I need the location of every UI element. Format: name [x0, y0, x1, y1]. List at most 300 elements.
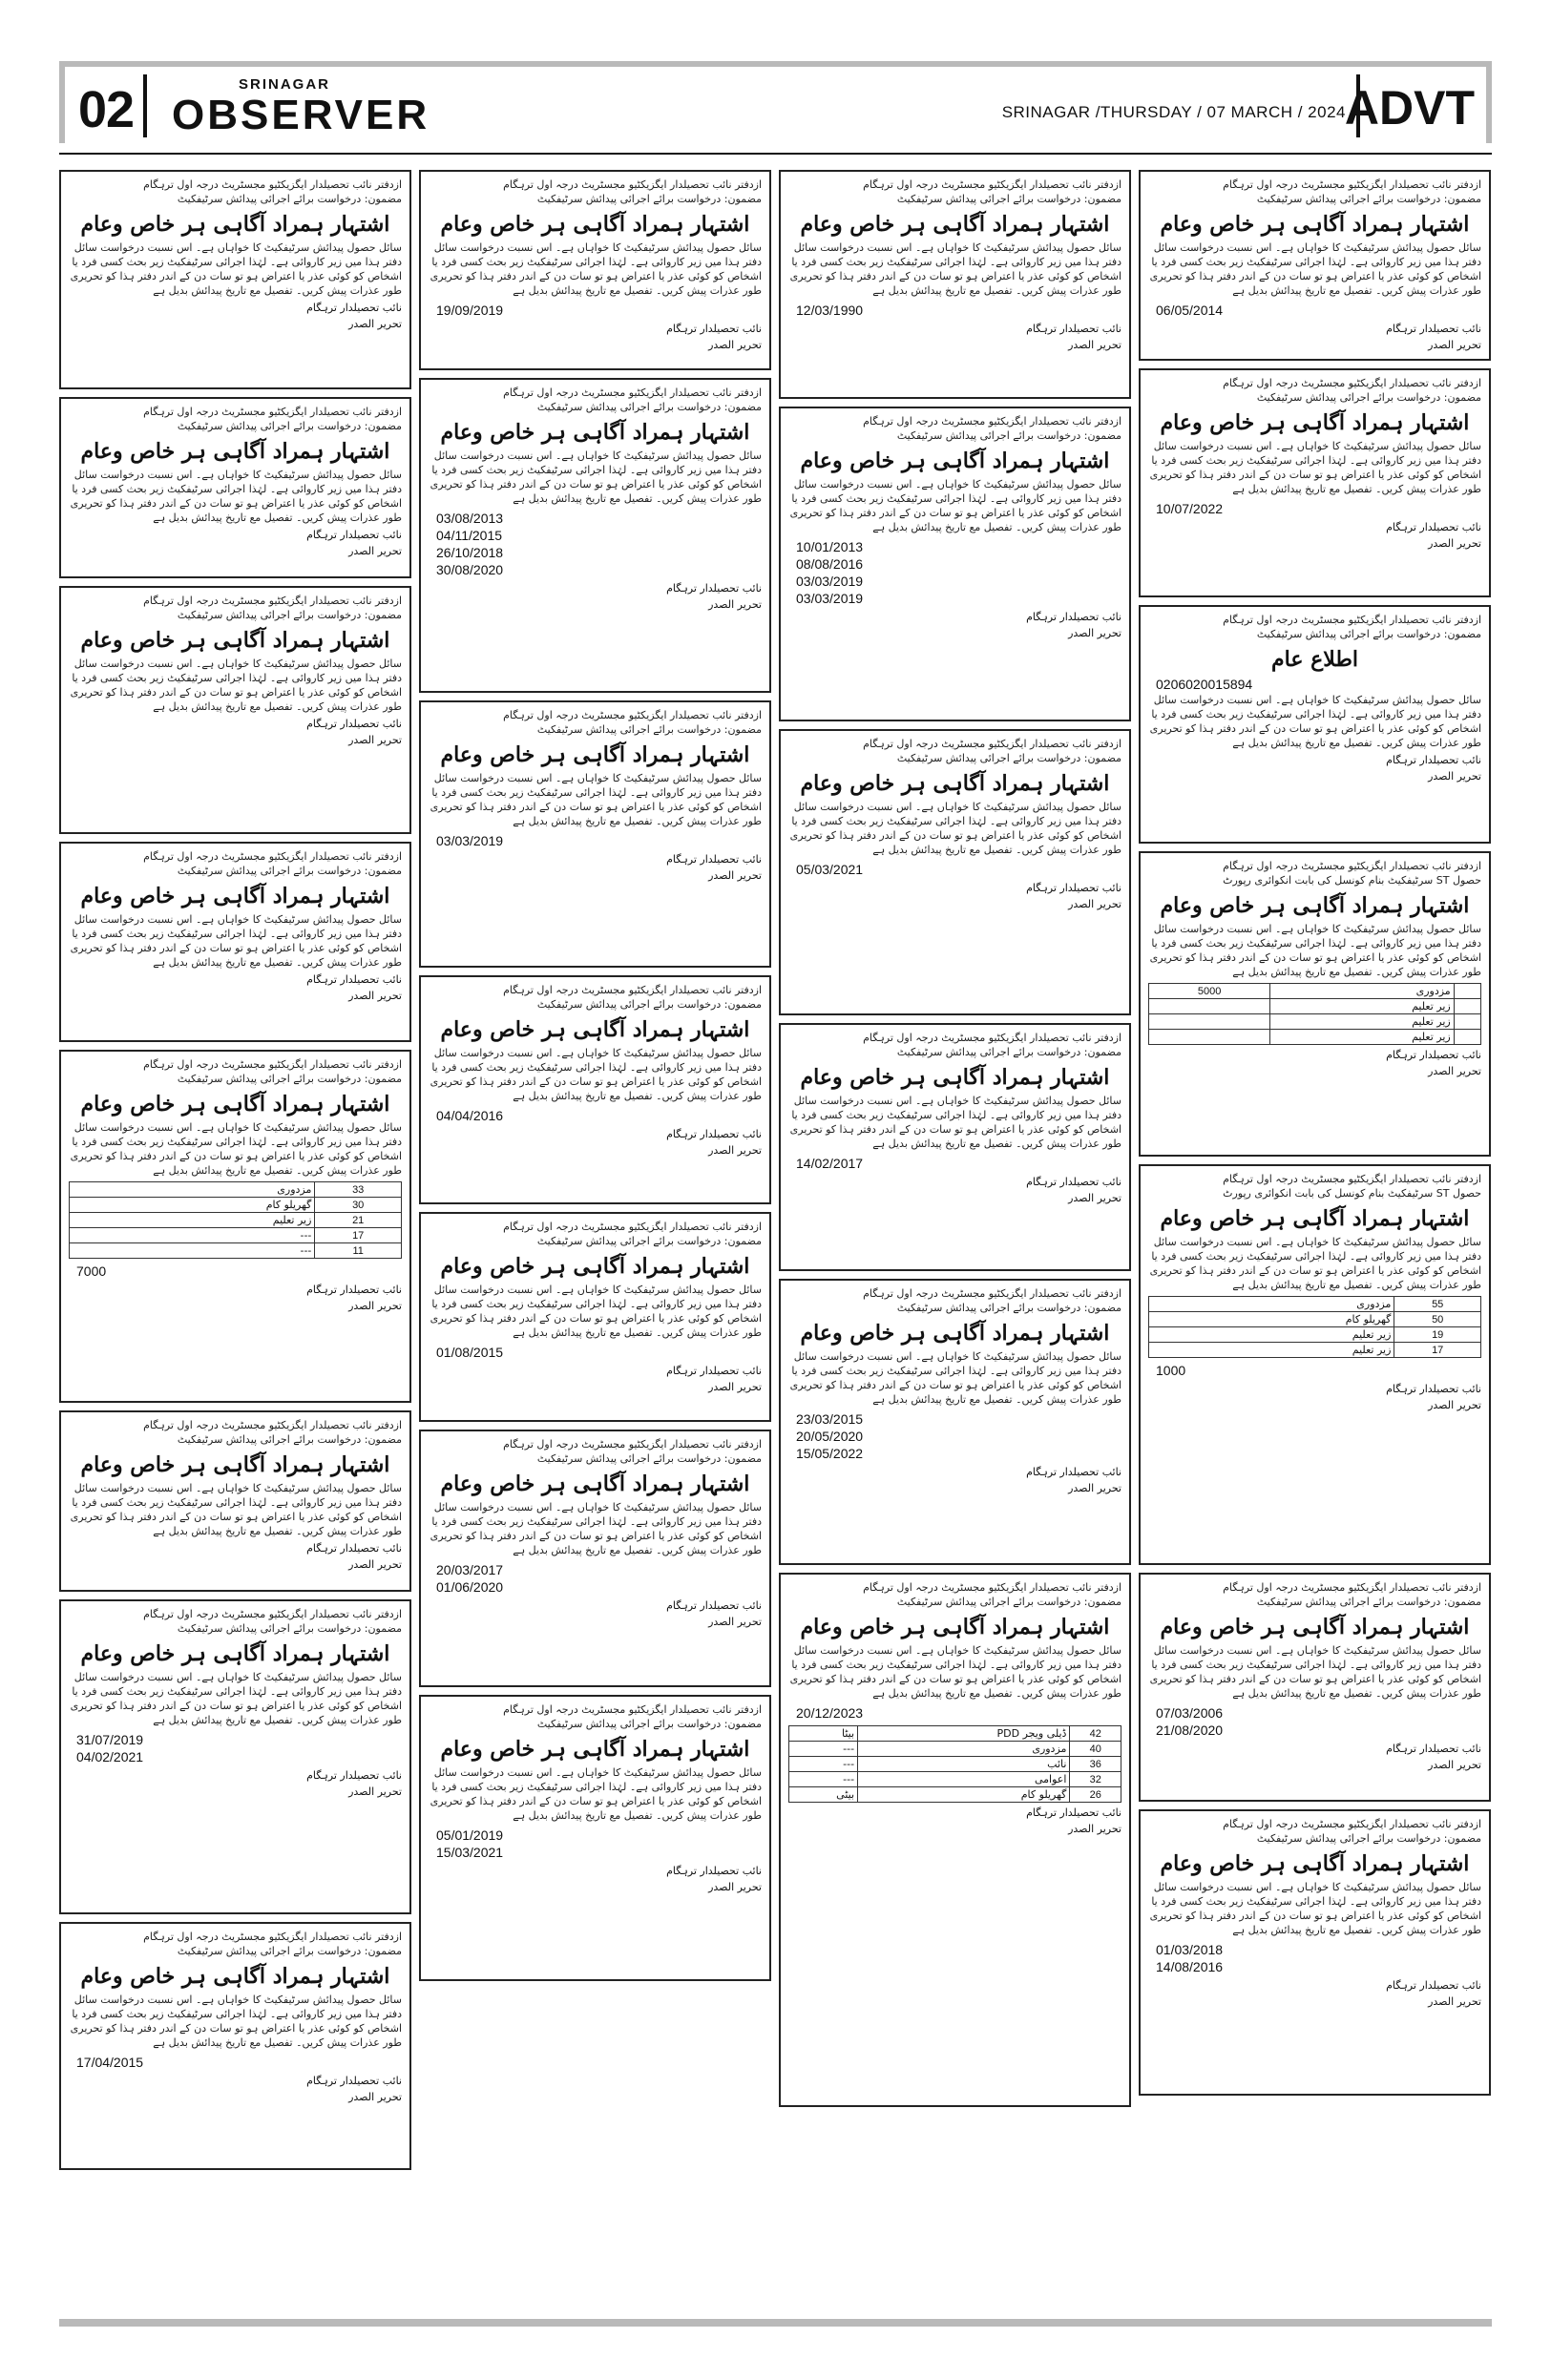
notice-box — [59, 397, 411, 578]
birth-date: 03/03/2019 — [796, 574, 864, 589]
notice-body: سائل حصول پیدائش سرٹیفکیٹ کا خواہاں ہے۔ اس نسبت درخواست سائل دفتر ہذا میں زیر کاروائی ہے۔ لہٰذا اجرائی سرٹیفکیٹ زیر بحث کسی فرد یا اشخاص کو کوئی عذر یا اعتراض ہو تو سات دن کے اندر دفتر ہذا کو تحریری طور عذرات پیش کریں۔ تفصیل مع تاریخ پیدائش بدیل ہے — [70, 1671, 402, 1726]
notice-tahreer: تحریر الصدر — [1068, 339, 1121, 351]
notice-heading: اشتہار ہمراد آگاہی ہر خاص وعام — [1160, 893, 1470, 918]
notice-office: ازدفتر نائب تحصیلدار ایگزیکٹیو مجسٹریٹ درجہ اول ترہگام — [503, 386, 762, 399]
notice-body: سائل حصول پیدائش سرٹیفکیٹ کا خواہاں ہے۔ اس نسبت درخواست سائل دفتر ہذا میں زیر کاروائی ہے۔ لہٰذا اجرائی سرٹیفکیٹ زیر بحث کسی فرد یا اشخاص کو کوئی عذر یا اعتراض ہو تو سات دن کے اندر دفتر ہذا کو تحریری طور عذرات پیش کریں۔ تفصیل مع تاریخ پیدائش بدیل ہے — [70, 1482, 402, 1537]
notice-signature: نائب تحصیلدار ترہگام — [306, 718, 402, 730]
notice-subject: مضمون: درخواست برائے اجرائی پیدائش سرٹیفکیٹ — [536, 1235, 762, 1247]
table-row — [789, 1742, 1121, 1757]
notice-office: ازدفتر نائب تحصیلدار ایگزیکٹیو مجسٹریٹ درجہ اول ترہگام — [143, 1058, 402, 1071]
notice-body: سائل حصول پیدائش سرٹیفکیٹ کا خواہاں ہے۔ اس نسبت درخواست سائل دفتر ہذا میں زیر کاروائی ہے۔ لہٰذا اجرائی سرٹیفکیٹ زیر بحث کسی فرد یا اشخاص کو کوئی عذر یا اعتراض ہو تو سات دن کے اندر دفتر ہذا کو تحریری طور عذرات پیش کریں۔ تفصیل مع تاریخ پیدائش بدیل ہے — [430, 1501, 762, 1556]
notice-tahreer: تحریر الصدر — [1428, 537, 1481, 550]
page-number: 02 — [78, 81, 135, 138]
notice-box — [419, 975, 771, 1204]
notice-signature: نائب تحصیلدار ترہگام — [1026, 1466, 1121, 1478]
table-cell: 19 — [1394, 1327, 1481, 1343]
notice-tahreer: تحریر الصدر — [1068, 1482, 1121, 1494]
table-cell: مزدوری — [858, 1742, 1070, 1757]
table-cell: 32 — [1070, 1772, 1121, 1787]
notice-number: 0206020015894 — [1156, 677, 1253, 692]
table-cell: 33 — [315, 1182, 402, 1198]
notice-heading: اشتہار ہمراد آگاہی ہر خاص وعام — [1160, 212, 1470, 237]
notice-tahreer: تحریر الصدر — [348, 1300, 402, 1312]
notice-subject: مضمون: درخواست برائے اجرائی پیدائش سرٹیفکیٹ — [896, 1302, 1121, 1314]
notice-subject: حصول ST سرٹیفکیٹ بنام کونسل کی بابت انکوائری رپورٹ — [1223, 874, 1481, 887]
birth-date: 05/03/2021 — [796, 862, 864, 877]
heir-table — [1148, 1296, 1481, 1358]
notice-body: سائل حصول پیدائش سرٹیفکیٹ کا خواہاں ہے۔ اس نسبت درخواست سائل دفتر ہذا میں زیر کاروائی ہے۔ لہٰذا اجرائی سرٹیفکیٹ زیر بحث کسی فرد یا اشخاص کو کوئی عذر یا اعتراض ہو تو سات دن کے اندر دفتر ہذا کو تحریری طور عذرات پیش کریں۔ تفصیل مع تاریخ پیدائش بدیل ہے — [1149, 1881, 1481, 1936]
notice-box — [1139, 851, 1491, 1157]
table-row — [70, 1228, 402, 1243]
notice-office: ازدفتر نائب تحصیلدار ایگزیکٹیو مجسٹریٹ درجہ اول ترہگام — [503, 178, 762, 191]
notice-dates — [1156, 302, 1481, 319]
birth-date: 31/07/2019 — [76, 1732, 144, 1747]
notice-dates — [1156, 1941, 1481, 1975]
notice-dates — [796, 861, 1121, 878]
notice-signature: نائب تحصیلدار ترہگام — [306, 1284, 402, 1296]
notice-heading: اشتہار ہمراد آگاہی ہر خاص وعام — [1160, 1851, 1470, 1876]
notice-tahreer: تحریر الصدر — [1068, 1192, 1121, 1204]
notice-body: سائل حصول پیدائش سرٹیفکیٹ کا خواہاں ہے۔ اس نسبت درخواست سائل دفتر ہذا میں زیر کاروائی ہے۔ لہٰذا اجرائی سرٹیفکیٹ زیر بحث کسی فرد یا اشخاص کو کوئی عذر یا اعتراض ہو تو سات دن کے اندر دفتر ہذا کو تحریری طور عذرات پیش کریں۔ تفصیل مع تاریخ پیدائش بدیل ہے — [789, 478, 1121, 533]
birth-date: 20/05/2020 — [796, 1429, 864, 1444]
notice-tahreer: تحریر الصدر — [708, 1616, 762, 1628]
table-cell: زیر تعلیم — [70, 1213, 315, 1228]
notice-office: ازدفتر نائب تحصیلدار ایگزیکٹیو مجسٹریٹ درجہ اول ترہگام — [143, 595, 402, 607]
masthead-divider — [143, 74, 147, 137]
masthead-rule — [59, 153, 1492, 155]
notice-signature: نائب تحصیلدار ترہگام — [1026, 611, 1121, 623]
birth-date: 20/03/2017 — [436, 1562, 504, 1577]
table-row — [70, 1243, 402, 1259]
notice-heading: اطلاع عام — [1271, 647, 1358, 672]
notice-dates — [796, 1155, 1121, 1172]
notice-subject: مضمون: درخواست برائے اجرائی پیدائش سرٹیفکیٹ — [177, 1945, 402, 1957]
notice-tahreer: تحریر الصدر — [1428, 1759, 1481, 1771]
notice-office: ازدفتر نائب تحصیلدار ایگزیکٹیو مجسٹریٹ درجہ اول ترہگام — [1223, 1173, 1481, 1185]
table-cell: --- — [789, 1772, 858, 1787]
table-row — [789, 1772, 1121, 1787]
birth-date: 14/08/2016 — [1156, 1959, 1224, 1974]
column-1 — [59, 170, 411, 2307]
notice-heading: اشتہار ہمراد آگاہی ہر خاص وعام — [80, 1641, 390, 1666]
notice-subject: مضمون: درخواست برائے اجرائی پیدائش سرٹیفکیٹ — [177, 1622, 402, 1635]
birth-date: 17/04/2015 — [76, 2055, 144, 2070]
notice-box — [419, 700, 771, 968]
table-cell: 17 — [315, 1228, 402, 1243]
notice-tahreer: تحریر الصدر — [708, 1881, 762, 1893]
table-row — [789, 1726, 1121, 1742]
notice-box — [59, 1410, 411, 1592]
notice-body: سائل حصول پیدائش سرٹیفکیٹ کا خواہاں ہے۔ اس نسبت درخواست سائل دفتر ہذا میں زیر کاروائی ہے۔ لہٰذا اجرائی سرٹیفکیٹ زیر بحث کسی فرد یا اشخاص کو کوئی عذر یا اعتراض ہو تو سات دن کے اندر دفتر ہذا کو تحریری طور عذرات پیش کریں۔ تفصیل مع تاریخ پیدائش بدیل ہے — [789, 801, 1121, 856]
birth-date: 15/05/2022 — [796, 1446, 864, 1461]
notice-tahreer: تحریر الصدر — [708, 339, 762, 351]
notice-office: ازدفتر نائب تحصیلدار ایگزیکٹیو مجسٹریٹ درجہ اول ترہگام — [503, 1438, 762, 1451]
notice-dates — [436, 832, 762, 849]
notice-subject: مضمون: درخواست برائے اجرائی پیدائش سرٹیفکیٹ — [536, 401, 762, 413]
birth-date: 03/03/2019 — [796, 591, 864, 606]
birth-date: 03/03/2019 — [436, 833, 504, 848]
table-row — [70, 1213, 402, 1228]
notice-subject: مضمون: درخواست برائے اجرائی پیدائش سرٹیفکیٹ — [536, 1452, 762, 1465]
notice-subject: مضمون: درخواست برائے اجرائی پیدائش سرٹیفکیٹ — [536, 193, 762, 205]
table-row — [70, 1182, 402, 1198]
notice-signature: نائب تحصیلدار ترہگام — [1026, 1806, 1121, 1819]
notice-office: ازدفتر نائب تحصیلدار ایگزیکٹیو مجسٹریٹ درجہ اول ترہگام — [143, 178, 402, 191]
notice-heading: اشتہار ہمراد آگاہی ہر خاص وعام — [1160, 1206, 1470, 1231]
table-cell: گھریلو کام — [858, 1787, 1070, 1803]
column-3 — [779, 170, 1131, 2307]
table-cell: --- — [70, 1228, 315, 1243]
notice-heading: اشتہار ہمراد آگاہی ہر خاص وعام — [440, 212, 750, 237]
notice-heading: اشتہار ہمراد آگاہی ہر خاص وعام — [800, 1065, 1110, 1090]
notice-box — [1139, 1809, 1491, 2096]
birth-date: 01/06/2020 — [436, 1579, 504, 1595]
notice-tahreer: تحریر الصدر — [1428, 1995, 1481, 2008]
notice-signature: نائب تحصیلدار ترہگام — [1386, 521, 1481, 533]
notice-dates — [436, 1344, 762, 1361]
table-cell: اعوامی — [858, 1772, 1070, 1787]
birth-date: 03/08/2013 — [436, 511, 504, 526]
notice-dates — [436, 302, 762, 319]
notice-subject: مضمون: درخواست برائے اجرائی پیدائش سرٹیفکیٹ — [536, 998, 762, 1011]
notice-body: سائل حصول پیدائش سرٹیفکیٹ کا خواہاں ہے۔ اس نسبت درخواست سائل دفتر ہذا میں زیر کاروائی ہے۔ لہٰذا اجرائی سرٹیفکیٹ زیر بحث کسی فرد یا اشخاص کو کوئی عذر یا اعتراض ہو تو سات دن کے اندر دفتر ہذا کو تحریری طور عذرات پیش کریں۔ تفصیل مع تاریخ پیدائش بدیل ہے — [430, 1047, 762, 1102]
dateline: SRINAGAR /THURSDAY / 07 MARCH / 2024 — [1001, 103, 1346, 121]
notice-box — [779, 1023, 1131, 1271]
notice-box — [1139, 170, 1491, 361]
notice-subject: مضمون: درخواست برائے اجرائی پیدائش سرٹیفکیٹ — [1256, 1832, 1481, 1845]
table-cell: زیر تعلیم — [1270, 1030, 1454, 1045]
notice-signature: نائب تحصیلدار ترہگام — [666, 1365, 762, 1377]
heir-table — [1148, 983, 1481, 1045]
notice-signature: نائب تحصیلدار ترہگام — [666, 1599, 762, 1612]
table-cell — [1454, 1014, 1480, 1030]
table-cell: 26 — [1070, 1787, 1121, 1803]
notice-box — [419, 1430, 771, 1687]
notice-office: ازدفتر نائب تحصیلدار ایگزیکٹیو مجسٹریٹ درجہ اول ترہگام — [143, 1608, 402, 1620]
notice-subject: مضمون: درخواست برائے اجرائی پیدائش سرٹیفکیٹ — [177, 1073, 402, 1085]
notice-office: ازدفتر نائب تحصیلدار ایگزیکٹیو مجسٹریٹ درجہ اول ترہگام — [1223, 1818, 1481, 1830]
table-cell: 30 — [315, 1198, 402, 1213]
table-cell: --- — [789, 1757, 858, 1772]
table-cell: 42 — [1070, 1726, 1121, 1742]
table-cell: زیر تعلیم — [1270, 999, 1454, 1014]
notice-signature: نائب تحصیلدار ترہگام — [1386, 754, 1481, 766]
table-row — [70, 1198, 402, 1213]
notice-tahreer: تحریر الصدر — [1428, 1065, 1481, 1077]
notice-box — [779, 1279, 1131, 1565]
brand-logo: OBSERVER — [172, 92, 430, 138]
birth-date: 05/01/2019 — [436, 1827, 504, 1843]
birth-date: 06/05/2014 — [1156, 303, 1224, 318]
notice-tahreer: تحریر الصدر — [348, 1558, 402, 1571]
notice-office: ازدفتر نائب تحصیلدار ایگزیکٹیو مجسٹریٹ درجہ اول ترہگام — [863, 415, 1121, 428]
heir-table — [69, 1181, 402, 1259]
notice-body: سائل حصول پیدائش سرٹیفکیٹ کا خواہاں ہے۔ اس نسبت درخواست سائل دفتر ہذا میں زیر کاروائی ہے۔ لہٰذا اجرائی سرٹیفکیٹ زیر بحث کسی فرد یا اشخاص کو کوئی عذر یا اعتراض ہو تو سات دن کے اندر دفتر ہذا کو تحریری طور عذرات پیش کریں۔ تفصیل مع تاریخ پیدائش بدیل ہے — [1149, 440, 1481, 495]
table-cell: بیٹی — [789, 1787, 858, 1803]
notice-box — [1139, 1573, 1491, 1802]
table-cell: زیر تعلیم — [1149, 1343, 1394, 1358]
notice-box — [59, 1599, 411, 1914]
table-cell: زیر تعلیم — [1270, 1014, 1454, 1030]
notice-subject: مضمون: درخواست برائے اجرائی پیدائش سرٹیفکیٹ — [177, 1433, 402, 1446]
notice-signature: نائب تحصیلدار ترہگام — [306, 529, 402, 541]
notice-amount: 7000 — [76, 1263, 107, 1279]
notice-box — [779, 1573, 1131, 2107]
notice-dates — [436, 510, 762, 578]
notice-inline-date: 20/12/2023 — [796, 1705, 864, 1721]
notice-body: سائل حصول پیدائش سرٹیفکیٹ کا خواہاں ہے۔ اس نسبت درخواست سائل دفتر ہذا میں زیر کاروائی ہے۔ لہٰذا اجرائی سرٹیفکیٹ زیر بحث کسی فرد یا اشخاص کو کوئی عذر یا اعتراض ہو تو سات دن کے اندر دفتر ہذا کو تحریری طور عذرات پیش کریں۔ تفصیل مع تاریخ پیدائش بدیل ہے — [430, 1766, 762, 1822]
notice-body: سائل حصول پیدائش سرٹیفکیٹ کا خواہاں ہے۔ اس نسبت درخواست سائل دفتر ہذا میں زیر کاروائی ہے۔ لہٰذا اجرائی سرٹیفکیٹ زیر بحث کسی فرد یا اشخاص کو کوئی عذر یا اعتراض ہو تو سات دن کے اندر دفتر ہذا کو تحریری طور عذرات پیش کریں۔ تفصیل مع تاریخ پیدائش بدیل ہے — [70, 241, 402, 297]
notice-tahreer: تحریر الصدر — [1068, 627, 1121, 639]
notice-body: سائل حصول پیدائش سرٹیفکیٹ کا خواہاں ہے۔ اس نسبت درخواست سائل دفتر ہذا میں زیر کاروائی ہے۔ لہٰذا اجرائی سرٹیفکیٹ زیر بحث کسی فرد یا اشخاص کو کوئی عذر یا اعتراض ہو تو سات دن کے اندر دفتر ہذا کو تحریری طور عذرات پیش کریں۔ تفصیل مع تاریخ پیدائش بدیل ہے — [430, 1284, 762, 1339]
table-cell — [1454, 1030, 1480, 1045]
notice-office: ازدفتر نائب تحصیلدار ایگزیکٹیو مجسٹریٹ درجہ اول ترہگام — [143, 1419, 402, 1431]
notice-box — [779, 729, 1131, 1015]
notice-subject: مضمون: درخواست برائے اجرائی پیدائش سرٹیفکیٹ — [896, 1046, 1121, 1058]
notice-tahreer: تحریر الصدر — [1428, 1399, 1481, 1411]
notice-office: ازدفتر نائب تحصیلدار ایگزیکٹیو مجسٹریٹ درجہ اول ترہگام — [143, 850, 402, 863]
notice-box — [419, 1695, 771, 1981]
table-cell — [1149, 1014, 1270, 1030]
table-row — [1149, 984, 1481, 999]
notice-body: سائل حصول پیدائش سرٹیفکیٹ کا خواہاں ہے۔ اس نسبت درخواست سائل دفتر ہذا میں زیر کاروائی ہے۔ لہٰذا اجرائی سرٹیفکیٹ زیر بحث کسی فرد یا اشخاص کو کوئی عذر یا اعتراض ہو تو سات دن کے اندر دفتر ہذا کو تحریری طور عذرات پیش کریں۔ تفصیل مع تاریخ پیدائش بدیل ہے — [1149, 694, 1481, 749]
notice-subject: حصول ST سرٹیفکیٹ بنام کونسل کی بابت انکوائری رپورٹ — [1223, 1187, 1481, 1200]
notice-box — [59, 586, 411, 834]
notice-body: سائل حصول پیدائش سرٹیفکیٹ کا خواہاں ہے۔ اس نسبت درخواست سائل دفتر ہذا میں زیر کاروائی ہے۔ لہٰذا اجرائی سرٹیفکیٹ زیر بحث کسی فرد یا اشخاص کو کوئی عذر یا اعتراض ہو تو سات دن کے اندر دفتر ہذا کو تحریری طور عذرات پیش کریں۔ تفصیل مع تاریخ پیدائش بدیل ہے — [430, 772, 762, 827]
table-cell: 36 — [1070, 1757, 1121, 1772]
notice-signature: نائب تحصیلدار ترہگام — [306, 302, 402, 314]
table-cell: گھریلو کام — [1149, 1312, 1394, 1327]
notice-office: ازدفتر نائب تحصیلدار ایگزیکٹیو مجسٹریٹ درجہ اول ترہگام — [863, 1581, 1121, 1594]
notice-subject: مضمون: درخواست برائے اجرائی پیدائش سرٹیفکیٹ — [536, 1718, 762, 1730]
notice-body: سائل حصول پیدائش سرٹیفکیٹ کا خواہاں ہے۔ اس نسبت درخواست سائل دفتر ہذا میں زیر کاروائی ہے۔ لہٰذا اجرائی سرٹیفکیٹ زیر بحث کسی فرد یا اشخاص کو کوئی عذر یا اعتراض ہو تو سات دن کے اندر دفتر ہذا کو تحریری طور عذرات پیش کریں۔ تفصیل مع تاریخ پیدائش بدیل ہے — [70, 469, 402, 524]
notice-office: ازدفتر نائب تحصیلدار ایگزیکٹیو مجسٹریٹ درجہ اول ترہگام — [143, 1931, 402, 1943]
notice-signature: نائب تحصیلدار ترہگام — [666, 853, 762, 866]
notice-tahreer: تحریر الصدر — [1068, 1823, 1121, 1835]
notice-office: ازدفتر نائب تحصیلدار ایگزیکٹیو مجسٹریٹ درجہ اول ترہگام — [863, 178, 1121, 191]
notice-heading: اشتہار ہمراد آگاہی ہر خاص وعام — [1160, 1615, 1470, 1639]
notice-office: ازدفتر نائب تحصیلدار ایگزیکٹیو مجسٹریٹ درجہ اول ترہگام — [1223, 1581, 1481, 1594]
table-cell: گھریلو کام — [70, 1198, 315, 1213]
notice-tahreer: تحریر الصدر — [348, 545, 402, 557]
table-row — [1149, 1297, 1481, 1312]
notice-box — [779, 407, 1131, 721]
notice-heading: اشتہار ہمراد آگاہی ہر خاص وعام — [800, 1615, 1110, 1639]
birth-date: 01/08/2015 — [436, 1345, 504, 1360]
table-cell: --- — [789, 1742, 858, 1757]
notice-signature: نائب تحصیلدار ترہگام — [1386, 1383, 1481, 1395]
table-row — [1149, 1312, 1481, 1327]
notice-subject: مضمون: درخواست برائے اجرائی پیدائش سرٹیفکیٹ — [896, 1596, 1121, 1608]
notice-dates — [796, 302, 1121, 319]
notice-office: ازدفتر نائب تحصیلدار ایگزیکٹیو مجسٹریٹ درجہ اول ترہگام — [503, 1703, 762, 1716]
birth-date: 23/03/2015 — [796, 1411, 864, 1427]
top-border — [59, 61, 1492, 67]
notice-subject: مضمون: درخواست برائے اجرائی پیدائش سرٹیفکیٹ — [1256, 1596, 1481, 1608]
notice-signature: نائب تحصیلدار ترہگام — [1386, 323, 1481, 335]
notice-office: ازدفتر نائب تحصیلدار ایگزیکٹیو مجسٹریٹ درجہ اول ترہگام — [1223, 178, 1481, 191]
notice-box — [59, 1922, 411, 2170]
notice-subject: مضمون: درخواست برائے اجرائی پیدائش سرٹیفکیٹ — [177, 609, 402, 621]
notice-heading: اشتہار ہمراد آگاہی ہر خاص وعام — [440, 420, 750, 445]
notice-office: ازدفتر نائب تحصیلدار ایگزیکٹیو مجسٹریٹ درجہ اول ترہگام — [503, 1221, 762, 1233]
notice-dates — [436, 1561, 762, 1596]
notice-subject: مضمون: درخواست برائے اجرائی پیدائش سرٹیفکیٹ — [536, 723, 762, 736]
notice-amount: 1000 — [1156, 1363, 1186, 1378]
notice-office: ازدفتر نائب تحصیلدار ایگزیکٹیو مجسٹریٹ درجہ اول ترہگام — [1223, 860, 1481, 872]
notice-tahreer: تحریر الصدر — [348, 990, 402, 1002]
notice-box — [59, 170, 411, 389]
table-cell: 17 — [1394, 1343, 1481, 1358]
birth-date: 04/11/2015 — [436, 528, 503, 543]
notice-heading: اشتہار ہمراد آگاہی ہر خاص وعام — [800, 1321, 1110, 1346]
notice-dates — [436, 1107, 762, 1124]
notice-signature: نائب تحصیلدار ترہگام — [1386, 1049, 1481, 1061]
notice-body: سائل حصول پیدائش سرٹیفکیٹ کا خواہاں ہے۔ اس نسبت درخواست سائل دفتر ہذا میں زیر کاروائی ہے۔ لہٰذا اجرائی سرٹیفکیٹ زیر بحث کسی فرد یا اشخاص کو کوئی عذر یا اعتراض ہو تو سات دن کے اندر دفتر ہذا کو تحریری طور عذرات پیش کریں۔ تفصیل مع تاریخ پیدائش بدیل ہے — [70, 1994, 402, 2049]
notices-grid — [59, 170, 1491, 2307]
notice-tahreer: تحریر الصدر — [348, 1785, 402, 1798]
notice-signature: نائب تحصیلدار ترہگام — [306, 2075, 402, 2087]
notice-body: سائل حصول پیدائش سرٹیفکیٹ کا خواہاں ہے۔ اس نسبت درخواست سائل دفتر ہذا میں زیر کاروائی ہے۔ لہٰذا اجرائی سرٹیفکیٹ زیر بحث کسی فرد یا اشخاص کو کوئی عذر یا اعتراض ہو تو سات دن کے اندر دفتر ہذا کو تحریری طور عذرات پیش کریں۔ تفصیل مع تاریخ پیدائش بدیل ہے — [430, 449, 762, 505]
birth-date: 04/04/2016 — [436, 1108, 504, 1123]
notice-heading: اشتہار ہمراد آگاہی ہر خاص وعام — [800, 212, 1110, 237]
column-4 — [1139, 170, 1491, 2307]
notice-signature: نائب تحصیلدار ترہگام — [1386, 1743, 1481, 1755]
notice-heading: اشتہار ہمراد آگاہی ہر خاص وعام — [80, 1964, 390, 1989]
notice-tahreer: تحریر الصدر — [1428, 339, 1481, 351]
notice-heading: اشتہار ہمراد آگاہی ہر خاص وعام — [440, 1737, 750, 1762]
notice-dates — [436, 1827, 762, 1861]
notice-heading: اشتہار ہمراد آگاہی ہر خاص وعام — [80, 1452, 390, 1477]
column-2 — [419, 170, 771, 2307]
notice-dates — [796, 1410, 1121, 1462]
notice-subject: مضمون: درخواست برائے اجرائی پیدائش سرٹیفکیٹ — [896, 429, 1121, 442]
notice-heading: اشتہار ہمراد آگاہی ہر خاص وعام — [800, 771, 1110, 796]
birth-date: 10/07/2022 — [1156, 501, 1224, 516]
notice-heading: اشتہار ہمراد آگاہی ہر خاص وعام — [440, 1017, 750, 1042]
notice-box — [59, 1050, 411, 1403]
notice-office: ازدفتر نائب تحصیلدار ایگزیکٹیو مجسٹریٹ درجہ اول ترہگام — [1223, 614, 1481, 626]
table-cell — [1149, 999, 1270, 1014]
notice-office: ازدفتر نائب تحصیلدار ایگزیکٹیو مجسٹریٹ درجہ اول ترہگام — [503, 984, 762, 996]
notice-subject: مضمون: درخواست برائے اجرائی پیدائش سرٹیفکیٹ — [177, 420, 402, 432]
notice-tahreer: تحریر الصدر — [1428, 770, 1481, 783]
notice-signature: نائب تحصیلدار ترہگام — [666, 582, 762, 595]
notice-subject: مضمون: درخواست برائے اجرائی پیدائش سرٹیفکیٹ — [896, 193, 1121, 205]
notice-signature: نائب تحصیلدار ترہگام — [1386, 1979, 1481, 1992]
table-cell: نائب — [858, 1757, 1070, 1772]
notice-dates — [1156, 1704, 1481, 1739]
notice-heading: اشتہار ہمراد آگاہی ہر خاص وعام — [440, 1254, 750, 1279]
notice-body: سائل حصول پیدائش سرٹیفکیٹ کا خواہاں ہے۔ اس نسبت درخواست سائل دفتر ہذا میں زیر کاروائی ہے۔ لہٰذا اجرائی سرٹیفکیٹ زیر بحث کسی فرد یا اشخاص کو کوئی عذر یا اعتراض ہو تو سات دن کے اندر دفتر ہذا کو تحریری طور عذرات پیش کریں۔ تفصیل مع تاریخ پیدائش بدیل ہے — [1149, 1236, 1481, 1291]
table-row — [1149, 1327, 1481, 1343]
section-label: ADVT — [1344, 81, 1475, 135]
notice-signature: نائب تحصیلدار ترہگام — [306, 1769, 402, 1782]
table-cell: --- — [70, 1243, 315, 1259]
bottom-border — [59, 2319, 1492, 2327]
notice-office: ازدفتر نائب تحصیلدار ایگزیکٹیو مجسٹریٹ درجہ اول ترہگام — [863, 1032, 1121, 1044]
notice-heading: اشتہار ہمراد آگاہی ہر خاص وعام — [440, 742, 750, 767]
birth-date: 07/03/2006 — [1156, 1705, 1224, 1721]
notice-box — [59, 842, 411, 1042]
notice-subject: مضمون: درخواست برائے اجرائی پیدائش سرٹیفکیٹ — [896, 752, 1121, 764]
table-cell: بیٹا — [789, 1726, 858, 1742]
table-cell — [1149, 1030, 1270, 1045]
notice-heading: اشتہار ہمراد آگاہی ہر خاص وعام — [800, 449, 1110, 473]
notice-signature: نائب تحصیلدار ترہگام — [666, 1865, 762, 1877]
notice-box — [1139, 1164, 1491, 1565]
notice-signature: نائب تحصیلدار ترہگام — [306, 1542, 402, 1555]
notice-box — [419, 170, 771, 370]
birth-date: 30/08/2020 — [436, 562, 504, 577]
notice-heading: اشتہار ہمراد آگاہی ہر خاص وعام — [1160, 410, 1470, 435]
table-cell: 55 — [1394, 1297, 1481, 1312]
table-cell — [1454, 984, 1480, 999]
table-cell: مزدوری — [1270, 984, 1454, 999]
notice-signature: نائب تحصیلدار ترہگام — [1026, 882, 1121, 894]
notice-box — [419, 1212, 771, 1422]
notice-box — [779, 170, 1131, 399]
birth-date: 15/03/2021 — [436, 1845, 504, 1860]
table-cell — [1454, 999, 1480, 1014]
notice-tahreer: تحریر الصدر — [1068, 898, 1121, 910]
notice-subject: مضمون: درخواست برائے اجرائی پیدائش سرٹیفکیٹ — [177, 193, 402, 205]
notice-body: سائل حصول پیدائش سرٹیفکیٹ کا خواہاں ہے۔ اس نسبت درخواست سائل دفتر ہذا میں زیر کاروائی ہے۔ لہٰذا اجرائی سرٹیفکیٹ زیر بحث کسی فرد یا اشخاص کو کوئی عذر یا اعتراض ہو تو سات دن کے اندر دفتر ہذا کو تحریری طور عذرات پیش کریں۔ تفصیل مع تاریخ پیدائش بدیل ہے — [1149, 241, 1481, 297]
notice-body: سائل حصول پیدائش سرٹیفکیٹ کا خواہاں ہے۔ اس نسبت درخواست سائل دفتر ہذا میں زیر کاروائی ہے۔ لہٰذا اجرائی سرٹیفکیٹ زیر بحث کسی فرد یا اشخاص کو کوئی عذر یا اعتراض ہو تو سات دن کے اندر دفتر ہذا کو تحریری طور عذرات پیش کریں۔ تفصیل مع تاریخ پیدائش بدیل ہے — [1149, 1644, 1481, 1700]
right-border — [1486, 61, 1492, 143]
notice-tahreer: تحریر الصدر — [708, 1144, 762, 1157]
table-row — [789, 1787, 1121, 1803]
table-row — [1149, 1030, 1481, 1045]
birth-date: 08/08/2016 — [796, 556, 864, 572]
birth-date: 10/01/2013 — [796, 539, 864, 554]
notice-body: سائل حصول پیدائش سرٹیفکیٹ کا خواہاں ہے۔ اس نسبت درخواست سائل دفتر ہذا میں زیر کاروائی ہے۔ لہٰذا اجرائی سرٹیفکیٹ زیر بحث کسی فرد یا اشخاص کو کوئی عذر یا اعتراض ہو تو سات دن کے اندر دفتر ہذا کو تحریری طور عذرات پیش کریں۔ تفصیل مع تاریخ پیدائش بدیل ہے — [70, 658, 402, 713]
table-cell: ڈیلی ویجر PDD — [858, 1726, 1070, 1742]
brand-city: SRINAGAR — [239, 76, 331, 93]
notice-tahreer: تحریر الصدر — [348, 734, 402, 746]
notice-heading: اشتہار ہمراد آگاہی ہر خاص وعام — [80, 628, 390, 653]
notice-subject: مضمون: درخواست برائے اجرائی پیدائش سرٹیفکیٹ — [1256, 391, 1481, 404]
notice-heading: اشتہار ہمراد آگاہی ہر خاص وعام — [80, 212, 390, 237]
notice-heading: اشتہار ہمراد آگاہی ہر خاص وعام — [80, 1092, 390, 1117]
notice-office: ازدفتر نائب تحصیلدار ایگزیکٹیو مجسٹریٹ درجہ اول ترہگام — [863, 738, 1121, 750]
notice-signature: نائب تحصیلدار ترہگام — [1026, 323, 1121, 335]
notice-office: ازدفتر نائب تحصیلدار ایگزیکٹیو مجسٹریٹ درجہ اول ترہگام — [1223, 377, 1481, 389]
notice-subject: مضمون: درخواست برائے اجرائی پیدائش سرٹیفکیٹ — [177, 865, 402, 877]
notice-body: سائل حصول پیدائش سرٹیفکیٹ کا خواہاں ہے۔ اس نسبت درخواست سائل دفتر ہذا میں زیر کاروائی ہے۔ لہٰذا اجرائی سرٹیفکیٹ زیر بحث کسی فرد یا اشخاص کو کوئی عذر یا اعتراض ہو تو سات دن کے اندر دفتر ہذا کو تحریری طور عذرات پیش کریں۔ تفصیل مع تاریخ پیدائش بدیل ہے — [789, 1644, 1121, 1700]
notice-body: سائل حصول پیدائش سرٹیفکیٹ کا خواہاں ہے۔ اس نسبت درخواست سائل دفتر ہذا میں زیر کاروائی ہے۔ لہٰذا اجرائی سرٹیفکیٹ زیر بحث کسی فرد یا اشخاص کو کوئی عذر یا اعتراض ہو تو سات دن کے اندر دفتر ہذا کو تحریری طور عذرات پیش کریں۔ تفصیل مع تاریخ پیدائش بدیل ہے — [430, 241, 762, 297]
notice-heading: اشتہار ہمراد آگاہی ہر خاص وعام — [440, 1472, 750, 1496]
table-cell: 21 — [315, 1213, 402, 1228]
notice-tahreer: تحریر الصدر — [348, 2091, 402, 2103]
notice-dates — [796, 538, 1121, 607]
table-cell: 11 — [315, 1243, 402, 1259]
table-cell: زیر تعلیم — [1149, 1327, 1394, 1343]
birth-date: 26/10/2018 — [436, 545, 504, 560]
notice-signature: نائب تحصیلدار ترہگام — [1026, 1176, 1121, 1188]
notice-body: سائل حصول پیدائش سرٹیفکیٹ کا خواہاں ہے۔ اس نسبت درخواست سائل دفتر ہذا میں زیر کاروائی ہے۔ لہٰذا اجرائی سرٹیفکیٹ زیر بحث کسی فرد یا اشخاص کو کوئی عذر یا اعتراض ہو تو سات دن کے اندر دفتر ہذا کو تحریری طور عذرات پیش کریں۔ تفصیل مع تاریخ پیدائش بدیل ہے — [789, 1095, 1121, 1150]
notice-box — [419, 378, 771, 693]
birth-date: 12/03/1990 — [796, 303, 864, 318]
table-cell: 50 — [1394, 1312, 1481, 1327]
table-row — [789, 1757, 1121, 1772]
birth-date: 19/09/2019 — [436, 303, 504, 318]
notice-dates — [76, 2054, 402, 2071]
notice-box — [1139, 605, 1491, 844]
notice-body: سائل حصول پیدائش سرٹیفکیٹ کا خواہاں ہے۔ اس نسبت درخواست سائل دفتر ہذا میں زیر کاروائی ہے۔ لہٰذا اجرائی سرٹیفکیٹ زیر بحث کسی فرد یا اشخاص کو کوئی عذر یا اعتراض ہو تو سات دن کے اندر دفتر ہذا کو تحریری طور عذرات پیش کریں۔ تفصیل مع تاریخ پیدائش بدیل ہے — [789, 241, 1121, 297]
notice-body: سائل حصول پیدائش سرٹیفکیٹ کا خواہاں ہے۔ اس نسبت درخواست سائل دفتر ہذا میں زیر کاروائی ہے۔ لہٰذا اجرائی سرٹیفکیٹ زیر بحث کسی فرد یا اشخاص کو کوئی عذر یا اعتراض ہو تو سات دن کے اندر دفتر ہذا کو تحریری طور عذرات پیش کریں۔ تفصیل مع تاریخ پیدائش بدیل ہے — [1149, 923, 1481, 978]
table-cell: مزدوری — [1149, 1297, 1394, 1312]
